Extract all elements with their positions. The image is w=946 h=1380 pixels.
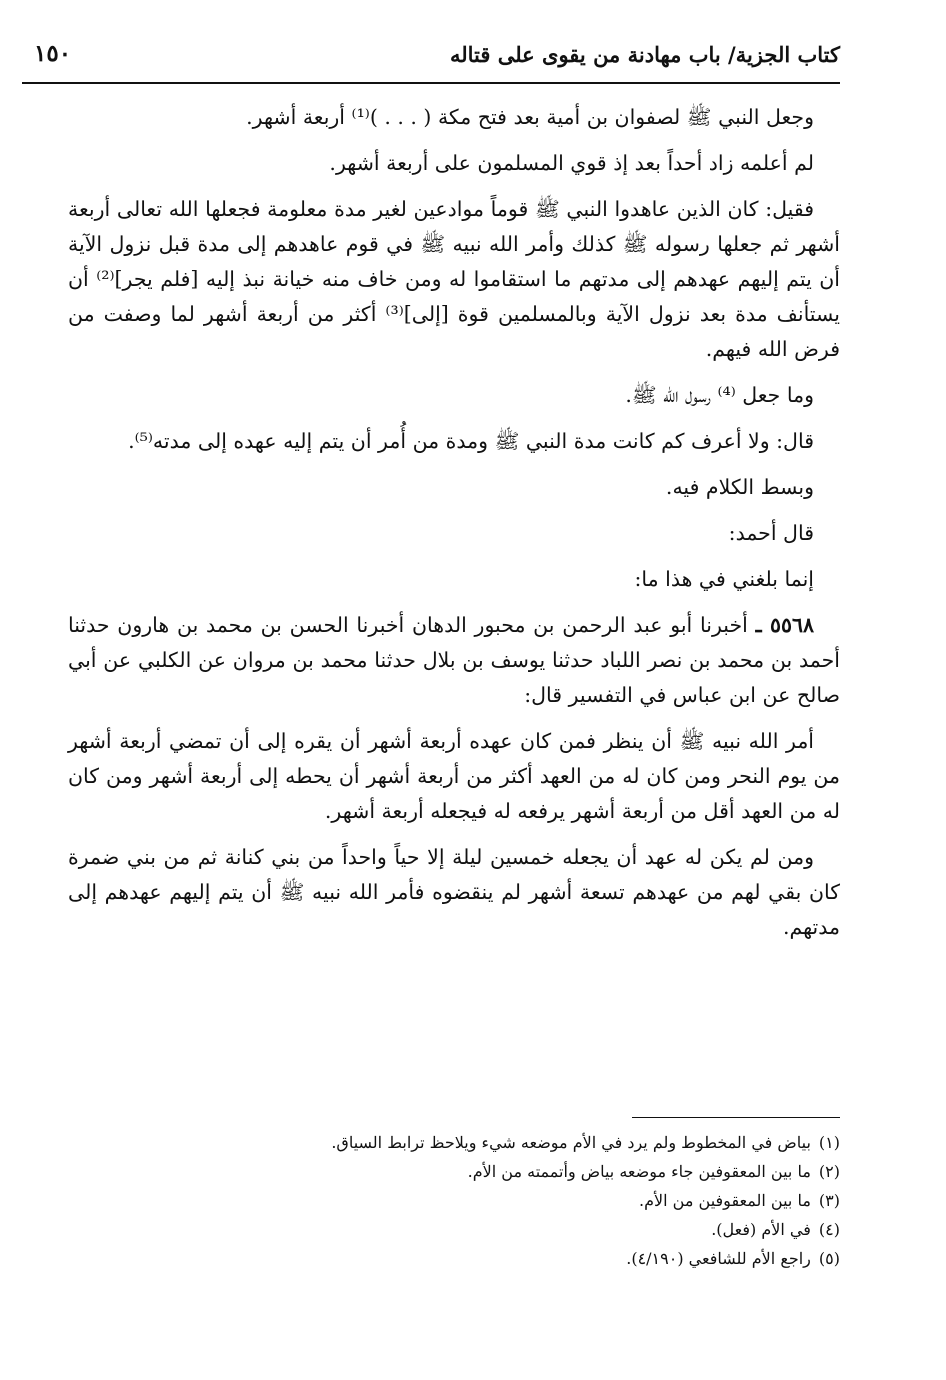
paragraph: وجعل النبي ﷺ لصفوان بن أمية بعد فتح مكة ( . . . )⁽¹⁾ أربعة أشهر.: [246, 105, 814, 129]
footnotes: [68, 1128, 840, 1273]
running-head: كتاب الجزية/ باب مهادنة من يقوى على قتاله: [449, 42, 840, 67]
narration-text: أخبرنا أبو عبد الرحمن بن محبور الدهان أخبرنا الحسن بن محمد بن هارون حدثنا أحمد بن محمد بن نصر اللباد حدثنا يوسف بن بلال حدثنا محمد بن مروان عن الكلبي عن أبي صالح عن ابن عباس في التفسير قال:: [68, 613, 840, 707]
body-text: [68, 100, 840, 956]
footnote-text: ما بين المعقوفين من الأم.: [639, 1191, 811, 1210]
footnote-mark: (١): [818, 1133, 840, 1152]
paragraph: ومن لم يكن له عهد أن يجعله خمسين ليلة إلا حياً واحداً من بني كنانة ثم من بني ضمرة كان بقي لهم من عهدهم تسعة أشهر لم ينقضوه فأمر الله نبيه ﷺ أن يتم إليهم عهدهم إلى مدتهم.: [68, 845, 840, 939]
footnote-mark: (٣): [818, 1191, 840, 1210]
footnote: [68, 1215, 840, 1244]
footnote-divider: [632, 1117, 840, 1118]
page-header: [22, 38, 840, 84]
page-number: ١٥٠: [34, 40, 72, 67]
footnote-mark: (٥): [818, 1249, 840, 1268]
paragraph: لم أعلمه زاد أحداً بعد إذ قوي المسلمون على أربعة أشهر.: [329, 151, 814, 175]
footnote-mark: (٢): [818, 1162, 840, 1181]
footnote: [68, 1244, 840, 1273]
paragraph: قال: ولا أعرف كم كانت مدة النبي ﷺ ومدة من أُمر أن يتم إليه عهده إلى مدته⁽⁵⁾.: [128, 429, 814, 453]
paragraph: وما جعل ⁽⁴⁾ رسول الله ﷺ.: [625, 383, 814, 407]
footnote: [68, 1157, 840, 1186]
footnote: [68, 1186, 840, 1215]
footnote: [68, 1128, 840, 1157]
footnote-text: ما بين المعقوفين جاء موضعه بياض وأتممته من الأم.: [467, 1162, 811, 1181]
footnote-mark: (٤): [818, 1220, 840, 1239]
paragraph: فقيل: كان الذين عاهدوا النبي ﷺ قوماً موادعين لغير مدة معلومة فجعلها الله تعالى أربعة أشهر ثم جعلها رسوله ﷺ كذلك وأمر الله نبيه ﷺ في قوم عاهدهم إلى مدة قبل نزول الآية أن يتم إليهم عهدهم إلى مدتهم ما استقاموا له ومن خاف منه خيانة نبذ إليه [فلم يجر]⁽²⁾ أن يستأنف مدة بعد نزول الآية وبالمسلمين قوة [إلى]⁽³⁾ أكثر من أربعة أشهر لما وصفت من فرض الله فيهم.: [68, 197, 840, 361]
paragraph: قال أحمد:: [728, 521, 814, 545]
footnote-text: في الأم (فعل).: [711, 1220, 811, 1239]
footnote-text: راجع الأم للشافعي (٤/١٩٠).: [626, 1249, 811, 1268]
paragraph: وبسط الكلام فيه.: [665, 475, 814, 499]
paragraph: أمر الله نبيه ﷺ أن ينظر فمن كان عهده أربعة أشهر أن يقره إلى أن تمضي أربعة أشهر من يوم النحر ومن كان له من العهد أكثر من أربعة أشهر أن يحطه إلى أربعة أشهر ومن كان له من العهد أقل من أربعة أشهر يرفعه له فيجعله أربعة أشهر.: [68, 729, 840, 823]
paragraph: إنما بلغني في هذا ما:: [634, 567, 814, 591]
narration: [68, 608, 840, 713]
footnote-text: بياض في المخطوط ولم يرد في الأم موضعه شيء ويلاحظ ترابط السياق.: [331, 1133, 811, 1152]
narration-number: ٥٥٦٨ ـ: [755, 613, 814, 637]
